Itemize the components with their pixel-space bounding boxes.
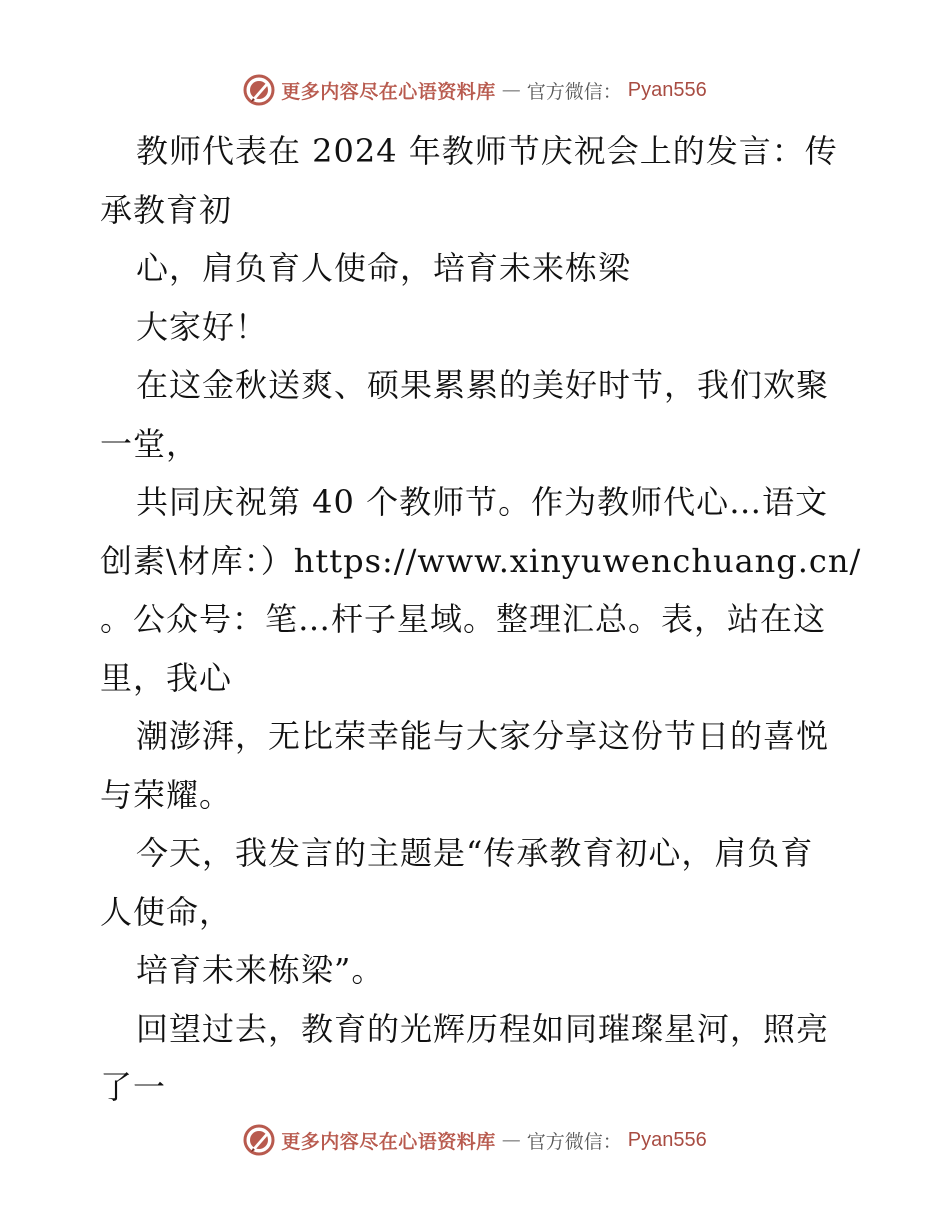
body-line: 教师代表在 2024 年教师节庆祝会上的发言：传 — [136, 132, 838, 170]
body-line: 今天，我发言的主题是“传承教育初心，肩负育 — [136, 834, 814, 872]
body-line: 心，肩负育人使命，培育未来栋梁 — [136, 249, 632, 287]
header-wechat-label: 官方微信： — [526, 80, 622, 103]
body-line: 里，我心 — [100, 658, 233, 697]
body-line: 创素\材库：）https://www.xinyuwenchuang.cn/ — [100, 541, 862, 580]
footer-banner-separator: — — [501, 1129, 521, 1151]
header-banner-text: 更多内容尽在心语资料库 — [281, 80, 496, 103]
document-body — [100, 122, 862, 1117]
header-banner — [0, 70, 950, 110]
body-line: 了一 — [100, 1068, 167, 1106]
body-line: 在这金秋送爽、硕果累累的美好时节，我们欢聚 — [136, 366, 830, 404]
body-line: 回望过去，教育的光辉历程如同璀璨星河，照亮 — [136, 1009, 830, 1048]
body-line: 承教育初 — [100, 190, 233, 229]
pen-logo-icon — [243, 74, 275, 106]
footer-banner-text: 更多内容尽在心语资料库 — [281, 1130, 496, 1153]
footer-banner — [0, 1120, 950, 1160]
body-line: 人使命， — [100, 892, 233, 931]
body-line: 大家好！ — [136, 307, 269, 346]
body-line: 与荣耀。 — [100, 775, 233, 814]
body-line: 共同庆祝第 40 个教师节。作为教师代心…语文 — [136, 483, 829, 521]
pen-logo-icon — [243, 1124, 275, 1156]
header-wechat-id: Pyan556 — [627, 78, 707, 101]
body-line: 。公众号：笔…杆子星域。整理汇总。表，站在这 — [100, 600, 827, 638]
footer-wechat-id: Pyan556 — [627, 1128, 707, 1151]
body-line: 潮澎湃，无比荣幸能与大家分享这份节日的喜悦 — [136, 717, 830, 755]
footer-wechat-label: 官方微信： — [526, 1130, 622, 1153]
body-line: 培育未来栋梁”。 — [136, 951, 385, 989]
header-banner-separator: — — [501, 79, 521, 101]
body-line: 一堂， — [100, 424, 200, 463]
